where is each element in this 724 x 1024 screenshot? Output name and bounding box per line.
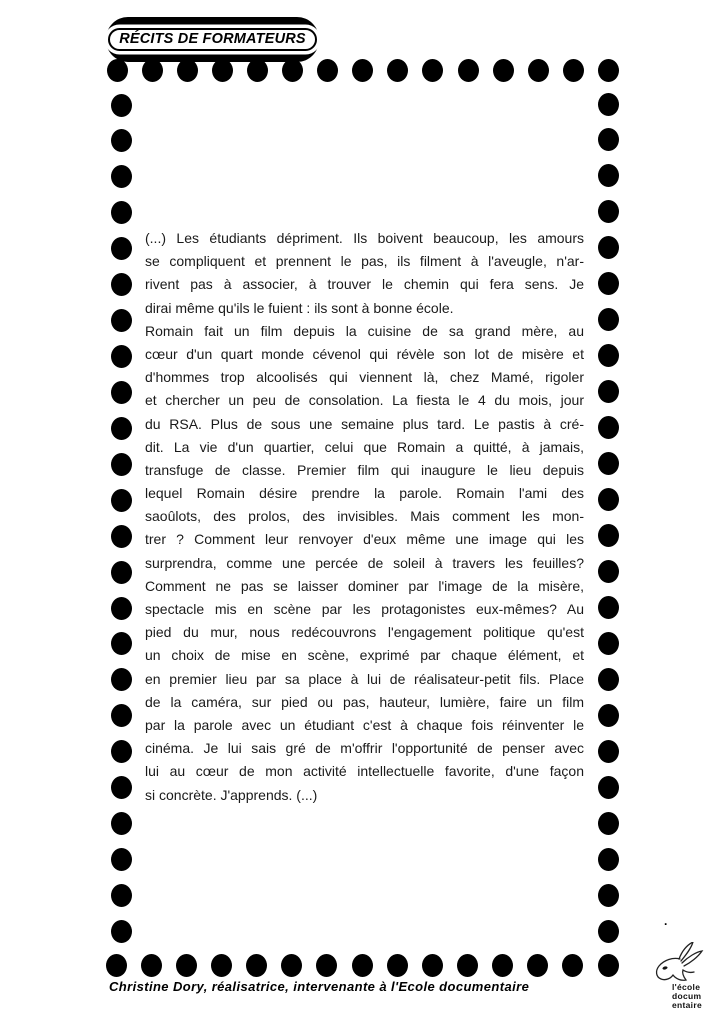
border-dot bbox=[493, 59, 514, 82]
border-dot bbox=[176, 954, 197, 977]
article-line: dit. La vie d'un quartier, celui que Romain a quitté, à jamais, bbox=[145, 438, 584, 455]
logo-wordmark-line: entaire bbox=[672, 1000, 702, 1010]
border-dot bbox=[352, 954, 373, 977]
border-dot bbox=[316, 954, 337, 977]
article-line: par la parole avec un étudiant c'est à chaque fois réinventer le bbox=[145, 716, 584, 733]
border-dot bbox=[141, 954, 162, 977]
logo-wordmark-line: l'école bbox=[672, 982, 701, 992]
section-badge-label: RÉCITS DE FORMATEURS bbox=[108, 28, 317, 51]
border-dot bbox=[457, 954, 478, 977]
article-line: si concrète. J'apprends. (...) bbox=[145, 786, 318, 803]
article-text bbox=[145, 227, 584, 807]
article-line: Comment ne pas se laisser dominer par l'image de la misère, bbox=[145, 577, 584, 594]
border-dot bbox=[111, 632, 132, 655]
article-line: Romain fait un film depuis la cuisine de sa grand mère, au bbox=[145, 322, 584, 339]
footer-credit: Christine Dory, réalisatrice, intervenante à l'Ecole documentaire bbox=[109, 979, 530, 994]
border-dot bbox=[111, 201, 132, 224]
border-dot bbox=[598, 524, 619, 547]
border-dot bbox=[387, 59, 408, 82]
border-dot bbox=[598, 200, 619, 223]
border-dot bbox=[598, 954, 619, 977]
border-dot bbox=[111, 525, 132, 548]
article-line: transfuge de classe. Premier film qui inaugure le lieu depuis bbox=[145, 461, 584, 478]
article-line: du RSA. Plus de sous une semaine plus tard. Le pastis à cré- bbox=[145, 415, 584, 432]
border-dot bbox=[111, 309, 132, 332]
border-dot bbox=[111, 129, 132, 152]
border-dot bbox=[598, 812, 619, 835]
border-dot bbox=[527, 954, 548, 977]
border-dot bbox=[111, 345, 132, 368]
border-dot bbox=[106, 954, 127, 977]
border-dot bbox=[528, 59, 549, 82]
section-badge bbox=[106, 17, 319, 62]
border-dot bbox=[111, 453, 132, 476]
article-line: spectacle mis en scène par les protagonistes eux-mêmes? Au bbox=[145, 601, 584, 617]
border-dot bbox=[598, 848, 619, 871]
article-line: se compliquent et prennent le pas, ils filment à l'aveugle, n'ar- bbox=[145, 253, 584, 270]
article-line: trer ? Comment leur renvoyer d'eux même une image qui les bbox=[145, 531, 584, 548]
border-dot bbox=[598, 416, 619, 439]
border-dot bbox=[598, 632, 619, 655]
stray-period: . bbox=[664, 914, 668, 928]
border-dot bbox=[317, 59, 338, 82]
border-dot bbox=[458, 59, 479, 82]
border-dot bbox=[352, 59, 373, 82]
border-dot bbox=[598, 488, 619, 511]
article-line: pied du mur, nous redécouvrons l'engagement politique qu'est bbox=[145, 624, 584, 641]
article-line: lui au cœur de mon activité intellectuelle favorite, d'une façon bbox=[145, 763, 584, 780]
border-dot bbox=[422, 59, 443, 82]
article-line: de la caméra, sur pied ou pas, hauteur, lumière, faire un film bbox=[145, 693, 584, 710]
article-line: saoûlots, des prolos, des invisibles. Mais comment les mon- bbox=[145, 508, 584, 525]
article-line: surprendra, comme une percée de soleil à travers les feuilles? bbox=[145, 554, 584, 571]
article-line: d'hommes trop alcoolisés qui viennent là, chez Mamé, rigoler bbox=[145, 369, 584, 386]
border-dot bbox=[598, 308, 619, 331]
border-dot bbox=[598, 668, 619, 691]
border-dot bbox=[422, 954, 443, 977]
border-dot bbox=[111, 381, 132, 404]
logo-wordmark-line: docum bbox=[672, 991, 702, 1001]
border-dot bbox=[211, 954, 232, 977]
border-dot bbox=[598, 272, 619, 295]
border-dot bbox=[111, 704, 132, 727]
border-dot bbox=[111, 884, 132, 907]
border-dot bbox=[107, 59, 128, 82]
article-line: cinéma. Je lui sais gré de m'offrir l'opportunité de penser avec bbox=[145, 740, 584, 757]
border-dot bbox=[598, 560, 619, 583]
border-dot bbox=[562, 954, 583, 977]
border-dot bbox=[598, 380, 619, 403]
border-dot bbox=[598, 452, 619, 475]
border-dot bbox=[563, 59, 584, 82]
border-dot bbox=[598, 59, 619, 82]
border-dot bbox=[598, 596, 619, 619]
border-dot bbox=[598, 236, 619, 259]
border-dot bbox=[111, 740, 132, 763]
border-dot bbox=[111, 237, 132, 260]
border-dot bbox=[111, 920, 132, 943]
article-line: dirai même qu'ils le fuient : ils sont à bonne école. bbox=[145, 299, 454, 316]
article-line: un choix de mise en scène, exprimé par chaque élément, et bbox=[145, 647, 584, 664]
border-dot bbox=[111, 668, 132, 691]
article-line: lequel Romain désire prendre la parole. Romain l'ami des bbox=[145, 485, 584, 502]
border-dot bbox=[246, 954, 267, 977]
article-line: et chercher un peu de consolation. La fiesta le 4 du mois, jour bbox=[145, 392, 584, 409]
border-dot bbox=[598, 93, 619, 116]
border-dot bbox=[111, 812, 132, 835]
border-dot bbox=[598, 884, 619, 907]
logo-wordmark bbox=[672, 983, 702, 1010]
border-dot bbox=[598, 776, 619, 799]
border-dot bbox=[111, 597, 132, 620]
article-line: (...) Les étudiants dépriment. Ils boivent beaucoup, les amours bbox=[145, 230, 584, 246]
border-dot bbox=[281, 954, 302, 977]
border-dot bbox=[111, 94, 132, 117]
border-dot bbox=[111, 417, 132, 440]
border-dot bbox=[598, 344, 619, 367]
border-dot bbox=[111, 848, 132, 871]
border-dot bbox=[387, 954, 408, 977]
border-dot bbox=[111, 489, 132, 512]
article-line: rivent pas à associer, à trouver le chemin qui fera sens. Je bbox=[145, 276, 584, 293]
border-dot bbox=[111, 273, 132, 296]
article-line: cœur d'un quart monde cévenol qui révèle son lot de misère et bbox=[145, 345, 584, 362]
rabbit-icon bbox=[649, 942, 707, 986]
article-line: en premier lieu par sa place à lui de réalisateur-petit fils. Place bbox=[145, 670, 584, 687]
border-dot bbox=[598, 128, 619, 151]
border-dot bbox=[598, 920, 619, 943]
border-dot bbox=[111, 561, 132, 584]
border-dot bbox=[598, 164, 619, 187]
border-dot bbox=[111, 776, 132, 799]
border-dot bbox=[492, 954, 513, 977]
border-dot bbox=[598, 704, 619, 727]
border-dot bbox=[111, 165, 132, 188]
border-dot bbox=[598, 740, 619, 763]
